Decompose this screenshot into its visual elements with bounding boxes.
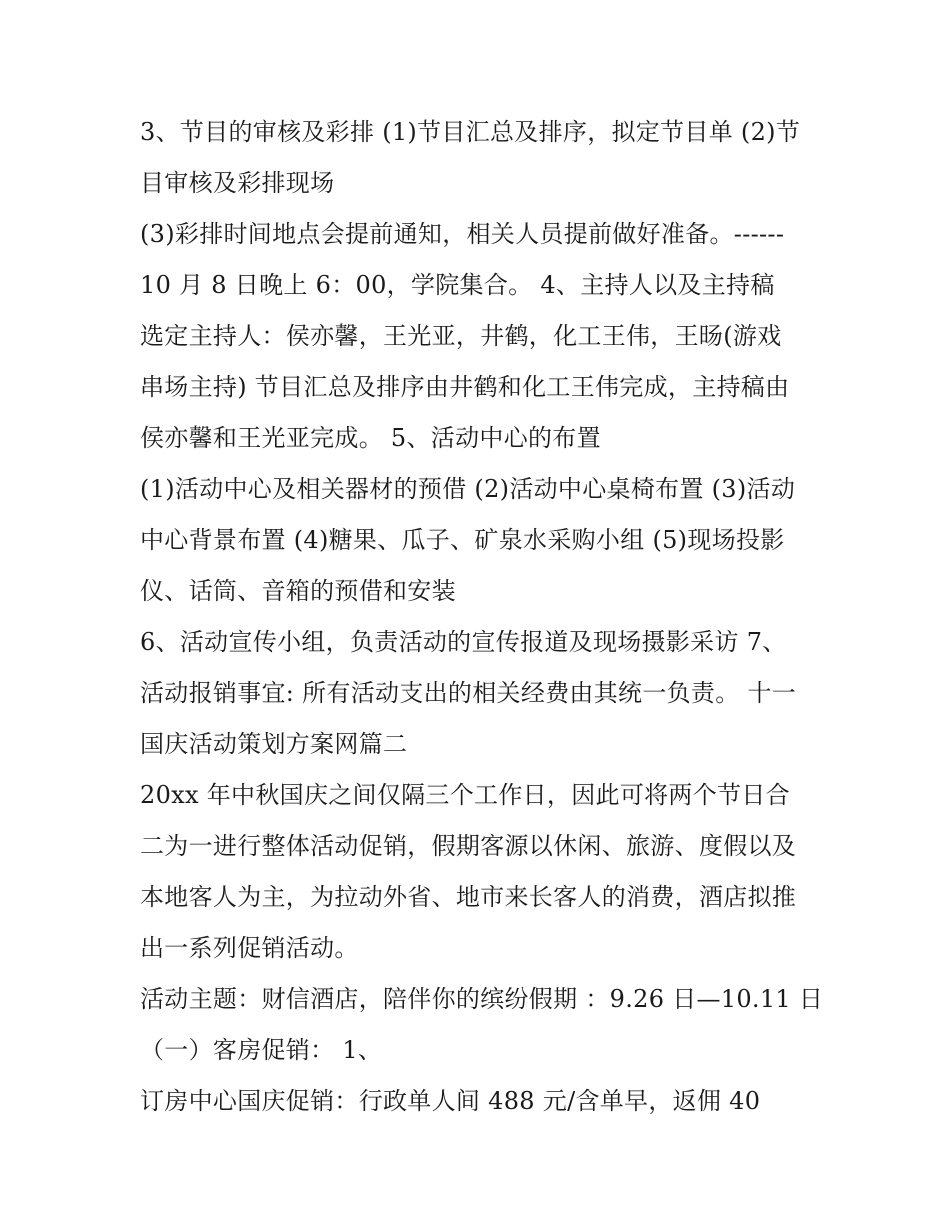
text-line: 3、节目的审核及彩排 (1)节目汇总及排序，拟定节目单 (2)节 [140, 118, 801, 146]
text-line: 选定主持人：侯亦馨，王光亚，井鹤，化工王伟，王旸(游戏 [140, 322, 782, 350]
text-line: 仪、话筒、音箱的预借和安装 [140, 577, 456, 605]
text-line: (1)活动中心及相关器材的预借 (2)活动中心桌椅布置 (3)活动 [140, 475, 796, 503]
text-line: 10 月 8 日晚上 6：00，学院集合。 4、主持人以及主持稿 [140, 271, 775, 299]
text-line: 侯亦馨和王光亚完成。 5、活动中心的布置 [140, 424, 601, 452]
document-body [140, 107, 824, 1127]
text-line: 活动主题：财信酒店，陪伴你的缤纷假期 ：9.26 日—10.11 日 [140, 985, 824, 1013]
text-line: 目审核及彩排现场 [140, 169, 335, 197]
text-line: 订房中心国庆促销：行政单人间 488 元/含单早，返佣 40 [140, 1087, 761, 1115]
text-line: 6、活动宣传小组，负责活动的宣传报道及现场摄影采访 7、 [140, 628, 787, 656]
text-line: 国庆活动策划方案网篇二 [140, 730, 408, 758]
text-line: 中心背景布置 (4)糖果、瓜子、矿泉水采购小组 (5)现场投影 [140, 526, 785, 554]
text-line: 出一系列促销活动。 [140, 934, 359, 962]
text-line: （一）客房促销： 1、 [140, 1036, 383, 1064]
text-line: 本地客人为主，为拉动外省、地市来长客人的消费，酒店拟推 [140, 883, 797, 911]
text-line: 20xx 年中秋国庆之间仅隔三个工作日，因此可将两个节日合 [140, 781, 790, 809]
text-line: 串场主持) 节目汇总及排序由井鹤和化工王伟完成，主持稿由 [140, 373, 790, 401]
text-line: 活动报销事宜: 所有活动支出的相关经费由其统一负责。 十一 [140, 679, 797, 707]
text-line: (3)彩排时间地点会提前通知，相关人员提前做好准备。------ [140, 220, 785, 248]
text-line: 二为一进行整体活动促销，假期客源以休闲、旅游、度假以及 [140, 832, 797, 860]
